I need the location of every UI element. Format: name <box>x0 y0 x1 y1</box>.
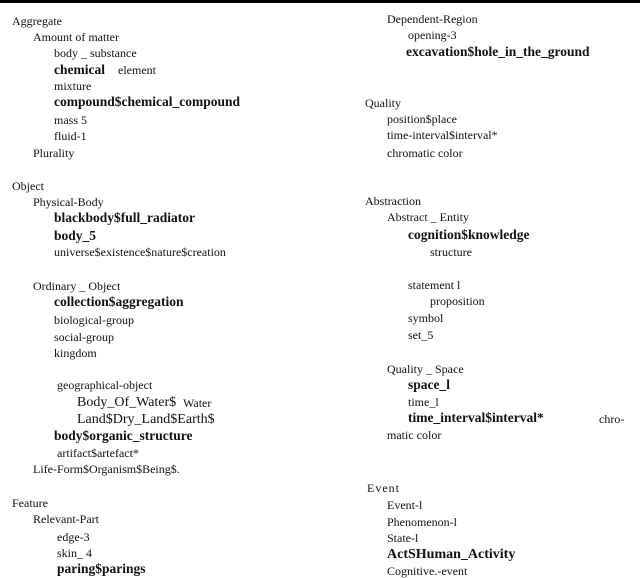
object-heading: Object <box>12 179 44 193</box>
quality-heading: Quality <box>365 96 401 110</box>
compound: compound$chemical_compound <box>54 94 241 109</box>
event-heading: Event <box>367 481 400 495</box>
body-5: body_5 <box>54 228 97 243</box>
paring: paring$parings <box>57 561 146 576</box>
mass: mass 5 <box>54 113 87 127</box>
proposition: proposition <box>430 294 485 308</box>
feature-heading: Feature <box>12 496 48 510</box>
biological-group: biological-group <box>54 313 134 327</box>
symbol: symbol <box>408 311 444 325</box>
geographical-object: geographical-object <box>57 378 153 392</box>
social-group: social-group <box>54 330 114 344</box>
chromatic-color: chromatic color <box>387 146 463 160</box>
fluid: fluid-1 <box>54 129 87 143</box>
chemical: chemical <box>54 62 105 77</box>
quality-space: Quality _ Space <box>387 362 464 376</box>
dependent-region-heading: Dependent-Region <box>387 12 478 26</box>
mixture: mixture <box>54 79 92 93</box>
set-5: set_5 <box>408 328 434 342</box>
aggregate-heading: Aggregate <box>12 14 62 28</box>
blackbody: blackbody$full_radiator <box>54 210 196 225</box>
opening: opening-3 <box>408 28 457 42</box>
abstraction-heading: Abstraction <box>365 194 421 208</box>
skin: skin_ 4 <box>57 546 93 560</box>
ordinary-object: Ordinary _ Object <box>33 279 121 293</box>
kingdom: kingdom <box>54 346 97 360</box>
event-l: Event-l <box>387 498 423 512</box>
cognitive-event: Cognitive.-event <box>387 564 468 578</box>
body-substance: body _ substance <box>54 46 137 60</box>
state: State-l <box>387 531 419 545</box>
time-interval-bold: time_interval$interval* <box>408 410 544 425</box>
excavation: excavation$hole_in_the_ground <box>406 44 590 59</box>
cognition: cognition$knowledge <box>408 227 530 242</box>
structure: structure <box>430 245 472 259</box>
matic-color: matic color <box>387 428 442 442</box>
body-organic: body$organic_structure <box>54 428 193 443</box>
time: time_l <box>408 395 439 409</box>
collection: collection$aggregation <box>54 294 184 309</box>
life-form: Life-Form$Organism$Being$. <box>33 462 180 476</box>
time-interval: time-interval$interval* <box>387 128 498 142</box>
act-human-activity: ActSHuman_Activity <box>387 547 516 562</box>
top-rule <box>0 0 640 3</box>
amount-of-matter: Amount of matter <box>33 30 119 44</box>
physical-body: Physical-Body <box>33 195 104 209</box>
space: space_l <box>408 377 450 392</box>
abstract-entity: Abstract _ Entity <box>387 210 469 224</box>
chro: chro- <box>599 412 625 426</box>
land: Land$Dry_Land$Earth$ <box>77 412 215 427</box>
artifact: artifact$artefact* <box>57 446 139 460</box>
edge: edge-3 <box>57 530 90 544</box>
element: element <box>118 63 156 77</box>
position: position$place <box>387 112 457 126</box>
plurality: Plurality <box>33 146 75 160</box>
relevant-part: Relevant-Part <box>33 512 99 526</box>
statement: statement l <box>408 278 461 292</box>
phenomenon: Phenomenon-l <box>387 515 457 529</box>
body-of-water: Body_Of_Water$ <box>77 395 177 410</box>
water: Water <box>183 396 212 410</box>
universe: universe$existence$nature$creation <box>54 245 226 259</box>
